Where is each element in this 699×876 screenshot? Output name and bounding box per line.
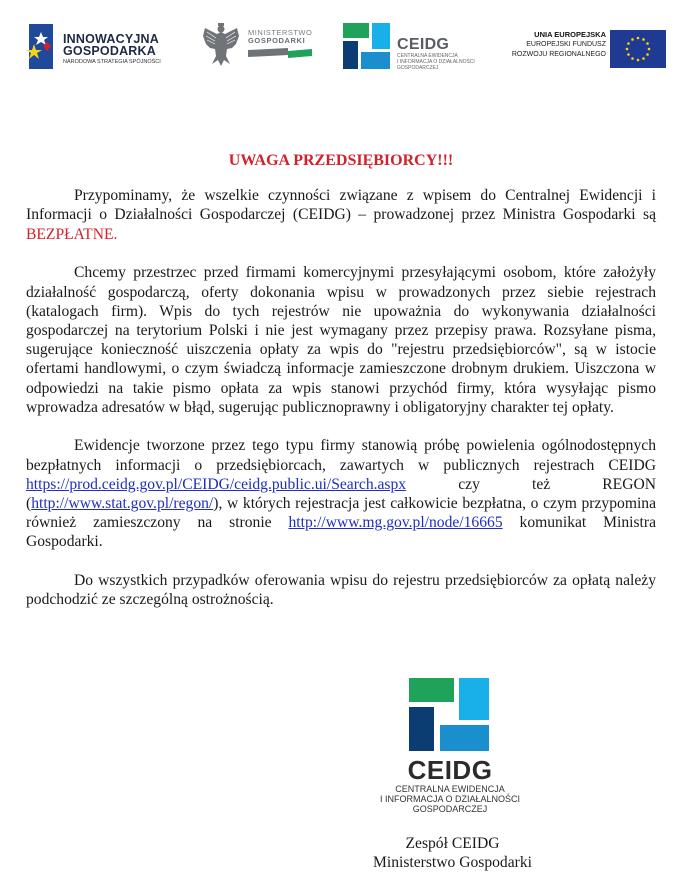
paragraph-3-part2: czy też REGON ( [26, 475, 656, 513]
ceidg-header-name: CEIDG [397, 36, 450, 53]
eu-star [626, 48, 629, 51]
ue-line3: ROZWOJU REGIONALNEGO [511, 50, 606, 58]
regon-link[interactable]: http://www.stat.gov.pl/regon/ [31, 495, 214, 513]
free-highlight: BEZPŁATNE. [26, 225, 118, 243]
eu-star [648, 48, 651, 51]
eu-star [637, 59, 640, 62]
paragraph-public-registers [26, 436, 656, 551]
ceidg-footer-subtitle [360, 784, 540, 814]
ministerstwo-stripes-icon [248, 47, 320, 59]
innowacyjna-line3: NARODOWA STRATEGIA SPÓJNOŚCI [63, 59, 161, 65]
paragraph-caution: Do wszystkich przypadków oferowania wpisu do rejestru przedsiębiorców za opłatą należy podchodzić ze szczególną ostrożnością. [26, 572, 656, 609]
innowacyjna-gospodarka-logo [25, 23, 175, 71]
eu-star [631, 38, 634, 41]
star-flag-icon [25, 24, 53, 69]
ceidg-squares-icon [409, 678, 489, 751]
signature-ministry: Ministerstwo Gospodarki [373, 854, 532, 871]
ue-line2: EUROPEJSKI FUNDUSZ [526, 41, 606, 48]
paragraph-3-part3: ), w których rejestracja jest całkowicie bezpłatna, o czym przypomina również zamieszczony na stronie [26, 495, 656, 532]
ceidg-footer-sub3: GOSPODARCZEJ [412, 804, 488, 814]
eu-star [642, 38, 645, 41]
paragraph-3-part1: Ewidencje tworzone przez tego typu firmy stanowią próbę powielenia ogólnodostępnych bezpłatnych informacji o przedsiębiorcach, zawartych w publicznych rejestrach CEIDG [26, 437, 656, 474]
ministerstwo-line2: GOSPODARKI [248, 36, 306, 45]
ceidg-header-sub2: I INFORMACJA O DZIAŁALNOŚCI [397, 58, 475, 65]
signature [330, 834, 575, 872]
white-eagle-icon [202, 22, 240, 67]
ceidg-footer-sub2: I INFORMACJA O DZIAŁALNOŚCI [379, 794, 521, 804]
ceidg-header-logo [343, 22, 493, 72]
header-logo-bar [0, 0, 699, 90]
notice-headline: UWAGA PRZEDSIĘBIORCY!!! [228, 152, 454, 169]
eu-star [646, 53, 649, 56]
eu-star [646, 42, 649, 45]
ceidg-header-sub1: CENTRALNA EWIDENCJA [397, 53, 458, 59]
notice-document [26, 145, 656, 629]
innowacyjna-line1: INNOWACYJNA [63, 32, 159, 46]
eu-flag-icon [610, 30, 666, 68]
ceidg-footer-sub1: CENTRALNA EWIDENCJA [395, 784, 505, 794]
innowacyjna-line2: GOSPODARKA [63, 44, 156, 58]
ministerstwo-line1: MINISTERSTWO [248, 28, 313, 37]
eu-star [627, 42, 630, 45]
eu-star [642, 57, 645, 60]
eu-star [627, 53, 630, 56]
paragraph-warning-commercial: Chcemy przestrzec przed firmami komercyjnymi przesyłającymi osobom, które założyły działalność gospodarczą, oferty dokonania wpisu w prowadzonych przez siebie rejestrach (katalogach firm). Wpis do tych rejestrów nie upoważnia do wykonywania działalności gospodarczej na terytorium Polski i nie jest wymagany przez przepisy prawa. Rozsyłane pisma, sugerujące konieczność uiszczenia opłaty za wpis do "rejestru przedsiębiorców", są w istocie ofertami handlowymi, o czym świadczą informacje zamieszczone drobnym drukiem. Uiszczona w odpowiedzi na takie pismo opłata za wpis stanowi przychód firmy, która wysyłając pismo wprowadza adresatów w błąd, sugerując publicznoprawny i obligatoryjny charakter tej opłaty. [26, 264, 656, 416]
ceidg-header-subtitle [397, 54, 475, 71]
paragraph-3-part4: komunikat Ministra Gospodarki. [26, 514, 656, 551]
eu-star [637, 37, 640, 40]
ceidg-squares-icon [343, 23, 390, 69]
ministerstwo-gospodarki-logo [200, 22, 320, 72]
ue-line1: UNIA EUROPEJSKA [534, 30, 606, 39]
paragraph-1-text: Przypominamy, że wszelkie czynności związane z wpisem do Centralnej Ewidencji i Informacji o Działalności Gospodarczej (CEIDG) – prowadzonej przez Ministra Gospodarki są [26, 187, 656, 224]
ceidg-footer-logo [370, 678, 540, 814]
eu-star [631, 57, 634, 60]
signature-team: Zespół CEIDG [405, 835, 500, 852]
ceidg-header-sub3: GOSPODARCZEJ [397, 64, 439, 71]
mg-node-link[interactable]: http://www.mg.gov.pl/node/16665 [288, 514, 503, 532]
ceidg-search-link[interactable]: https://prod.ceidg.gov.pl/CEIDG/ceidg.public.ui/Search.aspx [26, 475, 407, 493]
unia-europejska-text [506, 30, 606, 70]
ceidg-footer-name: CEIDG [407, 755, 493, 785]
paragraph-free-of-charge [26, 186, 656, 244]
